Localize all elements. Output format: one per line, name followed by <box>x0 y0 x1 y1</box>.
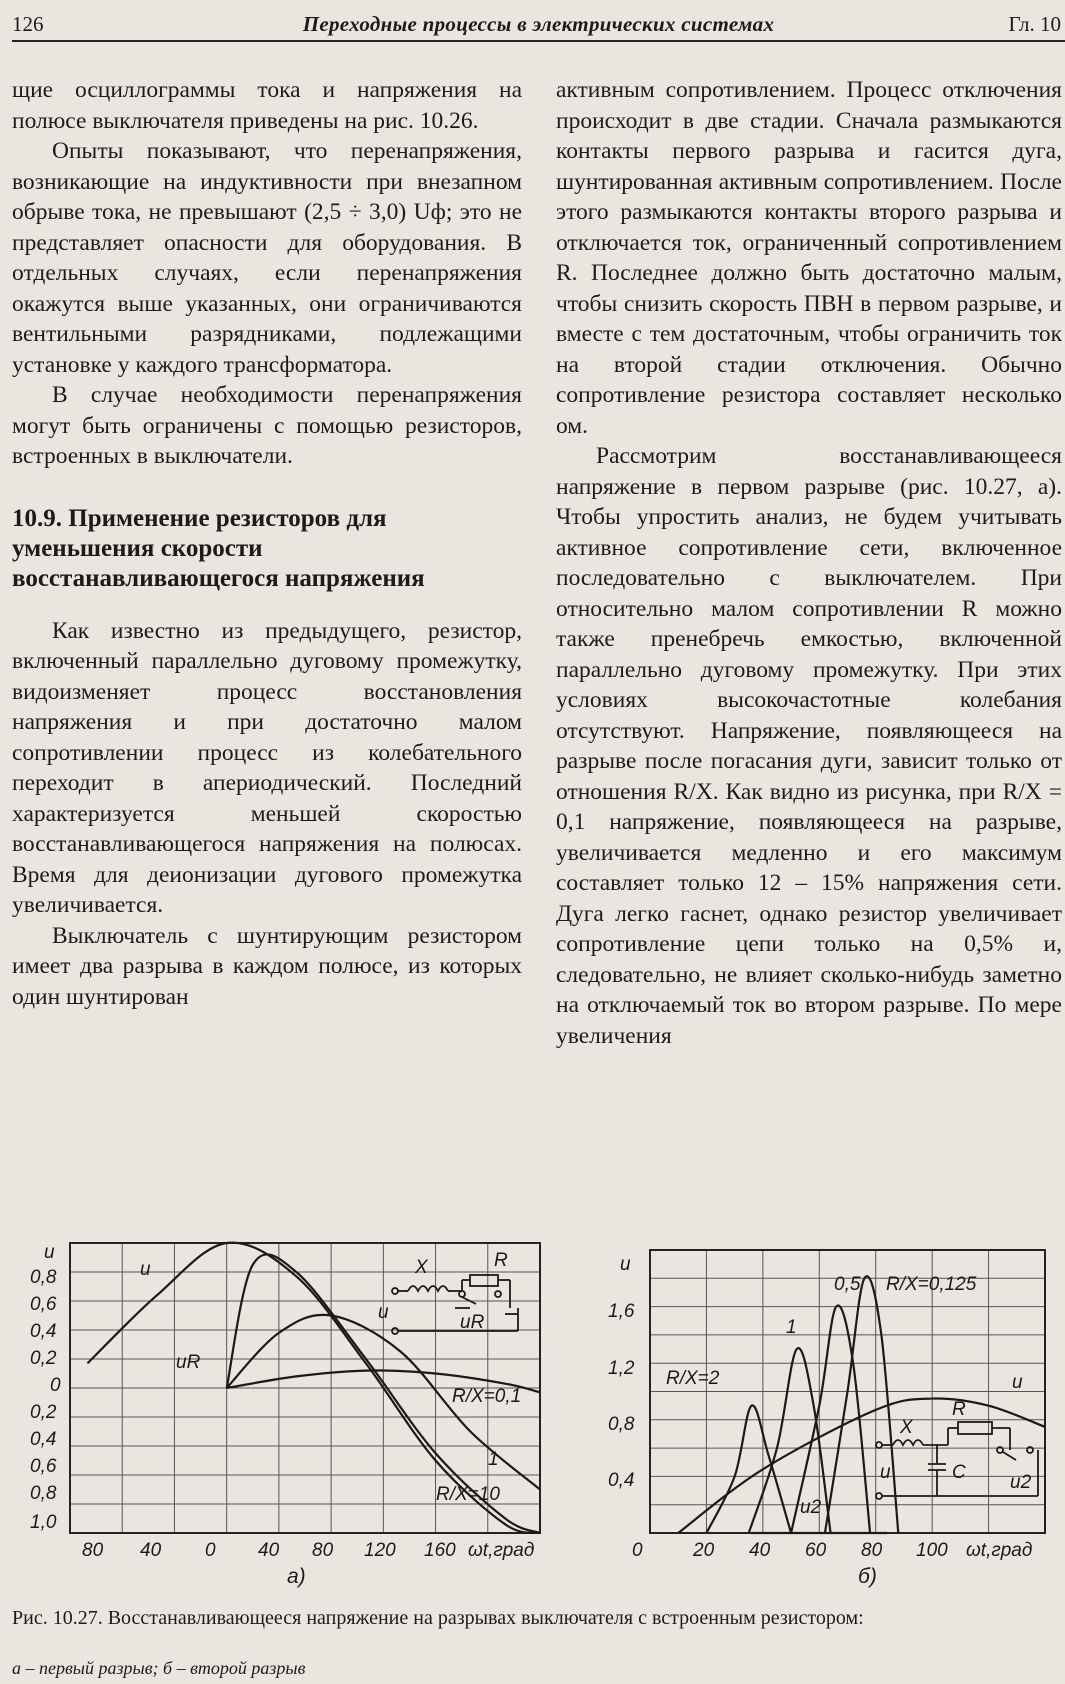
curves-b <box>678 1276 1045 1533</box>
x-ticks-b <box>692 1540 1032 1588</box>
paragraph: Выключатель с шунтирующим резистором имеет два разрыва в каждом полюсе, из которых один шунтирован <box>12 922 522 1010</box>
page-number: 126 <box>12 12 44 36</box>
circuit-a <box>392 1275 518 1334</box>
x-ticks-a <box>82 1540 534 1588</box>
y-tick-label: 0,2 <box>30 1402 57 1423</box>
label-u: u <box>140 1259 151 1280</box>
left-column <box>12 75 522 1012</box>
y-ticks-b <box>608 1254 643 1561</box>
y-tick-label: 0,4 <box>608 1470 635 1491</box>
x-tick-label: 40 <box>258 1540 280 1561</box>
label-u2: u2 <box>800 1497 822 1518</box>
paragraph: активным сопротивлением. Процесс отключения происходит в две стадии. Сначала размыкаются контакты первого разрыва и гасится дуга, шунтированная активным сопротивлением. После этого размыкаются контакты второго разрыва и отключается ток, ограниченный сопротивлением R. Последнее должно быть достаточно малым, чтобы снизить скорость ПВН в первом разрыве, и вместе с тем достаточным, чтобы ограничить ток на второй стадии отключения. Обычно сопротивление резистора составляет несколько ом. <box>556 77 1062 439</box>
label-r01: R/X=0,1 <box>452 1386 522 1407</box>
label-u-source: u <box>378 1302 389 1323</box>
x-tick-label: 80 <box>82 1540 104 1561</box>
y-tick-label: 1,0 <box>30 1512 57 1533</box>
running-title: Переходные процессы в электрических системах <box>302 12 775 36</box>
label-X: X <box>900 1417 913 1438</box>
paragraph: Как известно из предыдущего, резистор, включенный параллельно дуговому промежутку, видоизменяет процесс восстановления напряжения и при достаточно малом сопротивлении процесс из колебательного переходит в апериодический. Последний характеризуется меньшей скоростью восстанавливающегося напряжения на полюсах. Время для деионизации дугового промежутка увеличивается. <box>12 617 522 918</box>
label-r10: R/X=10 <box>436 1484 500 1505</box>
x-tick-label: 40 <box>140 1540 162 1561</box>
y-tick-label: 0 <box>50 1375 61 1396</box>
sublabel-a: а) <box>287 1565 306 1588</box>
x-tick-label: 80 <box>312 1540 334 1561</box>
label-u-source: u <box>880 1462 891 1483</box>
section-title: 10.9. Применение резисторов для уменьшения скорости восстанавливающегося напряжения <box>12 504 425 592</box>
x-axis-unit: ωt,град <box>966 1540 1033 1561</box>
page-header <box>12 6 1065 42</box>
x-tick-label: 40 <box>749 1540 771 1561</box>
figure-a <box>30 1242 540 1588</box>
y-tick-label: 0,8 <box>30 1267 57 1288</box>
y-tick-label: 0 <box>632 1540 643 1561</box>
y-tick-label: u <box>620 1254 631 1275</box>
y-tick-label: 0,6 <box>30 1294 57 1315</box>
label-1: 1 <box>786 1317 797 1338</box>
y-tick-label: 0,6 <box>30 1456 57 1477</box>
figure-caption: Рис. 10.27. Восстанавливающееся напряжение на разрывах выключателя с встроенным резистором: <box>12 1607 864 1629</box>
series-line-R-X-0-125 <box>825 1276 898 1533</box>
label-C: C <box>952 1462 966 1483</box>
label-u2-circuit: u2 <box>1010 1472 1032 1493</box>
y-tick-label: 0,8 <box>30 1483 57 1504</box>
figure-b <box>608 1250 1045 1588</box>
figure-10-27 <box>0 1238 1065 1588</box>
chapter-label: Гл. 10 <box>1008 12 1061 36</box>
right-column <box>556 75 1062 1051</box>
y-tick-label: u <box>44 1242 55 1263</box>
x-tick-label: 20 <box>693 1540 715 1561</box>
label-r0125: R/X=0,125 <box>886 1274 977 1295</box>
x-tick-label: 120 <box>364 1540 396 1561</box>
y-tick-label: 1,6 <box>608 1301 635 1322</box>
label-X: X <box>415 1257 428 1278</box>
sublabel-b: б) <box>858 1565 877 1588</box>
paragraph: щие осциллограммы тока и напряжения на полюсе выключателя приведены на рис. 10.26. <box>12 77 522 134</box>
label-r2: R/X=2 <box>666 1368 720 1389</box>
y-tick-label: 0,8 <box>608 1414 635 1435</box>
figure-subcaption: а – первый разрыв; б – второй разрыв <box>12 1658 306 1678</box>
label-R: R <box>494 1250 508 1271</box>
label-05: 0,5 <box>834 1274 861 1295</box>
y-tick-label: 0,4 <box>30 1321 57 1342</box>
paragraph: Рассмотрим восстанавливающееся напряжение в первом разрыве (рис. 10.27, а). Чтобы упростить анализ, не будем учитывать активное сопротивление сети, включенное последовательно с выключателем. При относительно малом сопротивлении R можно также пренебречь емкостью, включенной параллельно дуговому промежутку. При этих условиях высокочастотные колебания отсутствуют. Напряжение, появляющееся на разрыве после погасания дуги, зависит только от отношения R/X. Как видно из рисунка, при R/X = 0,1 напряжение, появляющееся на разрыве, увеличивается медленно и его максимум составляет только 12 – 15% напряжения сети. Дуга легко гаснет, однако резистор увеличивает сопротивление цепи только на 0,5% и, следовательно, не влияет сколько-нибудь заметно на отключаемый ток во втором разрыве. По мере увеличения <box>556 443 1062 1049</box>
x-tick-label: 160 <box>424 1540 456 1561</box>
x-tick-label: 100 <box>916 1540 948 1561</box>
label-uR-circuit: uR <box>460 1312 485 1333</box>
x-tick-label: 60 <box>805 1540 827 1561</box>
curve-labels-b <box>666 1274 1023 1518</box>
series-line-u <box>678 1398 1045 1533</box>
x-tick-label: 0 <box>205 1540 216 1561</box>
label-uR: uR <box>176 1352 201 1373</box>
label-R: R <box>952 1399 966 1420</box>
paragraph: Опыты показывают, что перенапряжения, возникающие на индуктивности при внезапном обрыве тока, не превышают (2,5 ÷ 3,0) Uф; это не представляет опасности для оборудования. В отдельных случаях, если перенапряжения окажутся выше указанных, они ограничиваются вентильными разрядниками, подлежащими установке у каждого трансформатора. <box>12 138 522 378</box>
x-axis-unit: ωt,град <box>468 1540 535 1561</box>
y-tick-label: 0,4 <box>30 1429 57 1450</box>
label-1: 1 <box>488 1449 499 1470</box>
y-ticks-a <box>30 1242 61 1533</box>
y-tick-label: 0,2 <box>30 1348 57 1369</box>
x-tick-label: 80 <box>861 1540 883 1561</box>
y-tick-label: 1,2 <box>608 1358 635 1379</box>
label-u: u <box>1012 1372 1023 1393</box>
paragraph: В случае необходимости перенапряжения могут быть ограничены с помощью резисторов, встроенных в выключатели. <box>12 382 522 469</box>
series-line-R-X-2 <box>706 1405 791 1533</box>
